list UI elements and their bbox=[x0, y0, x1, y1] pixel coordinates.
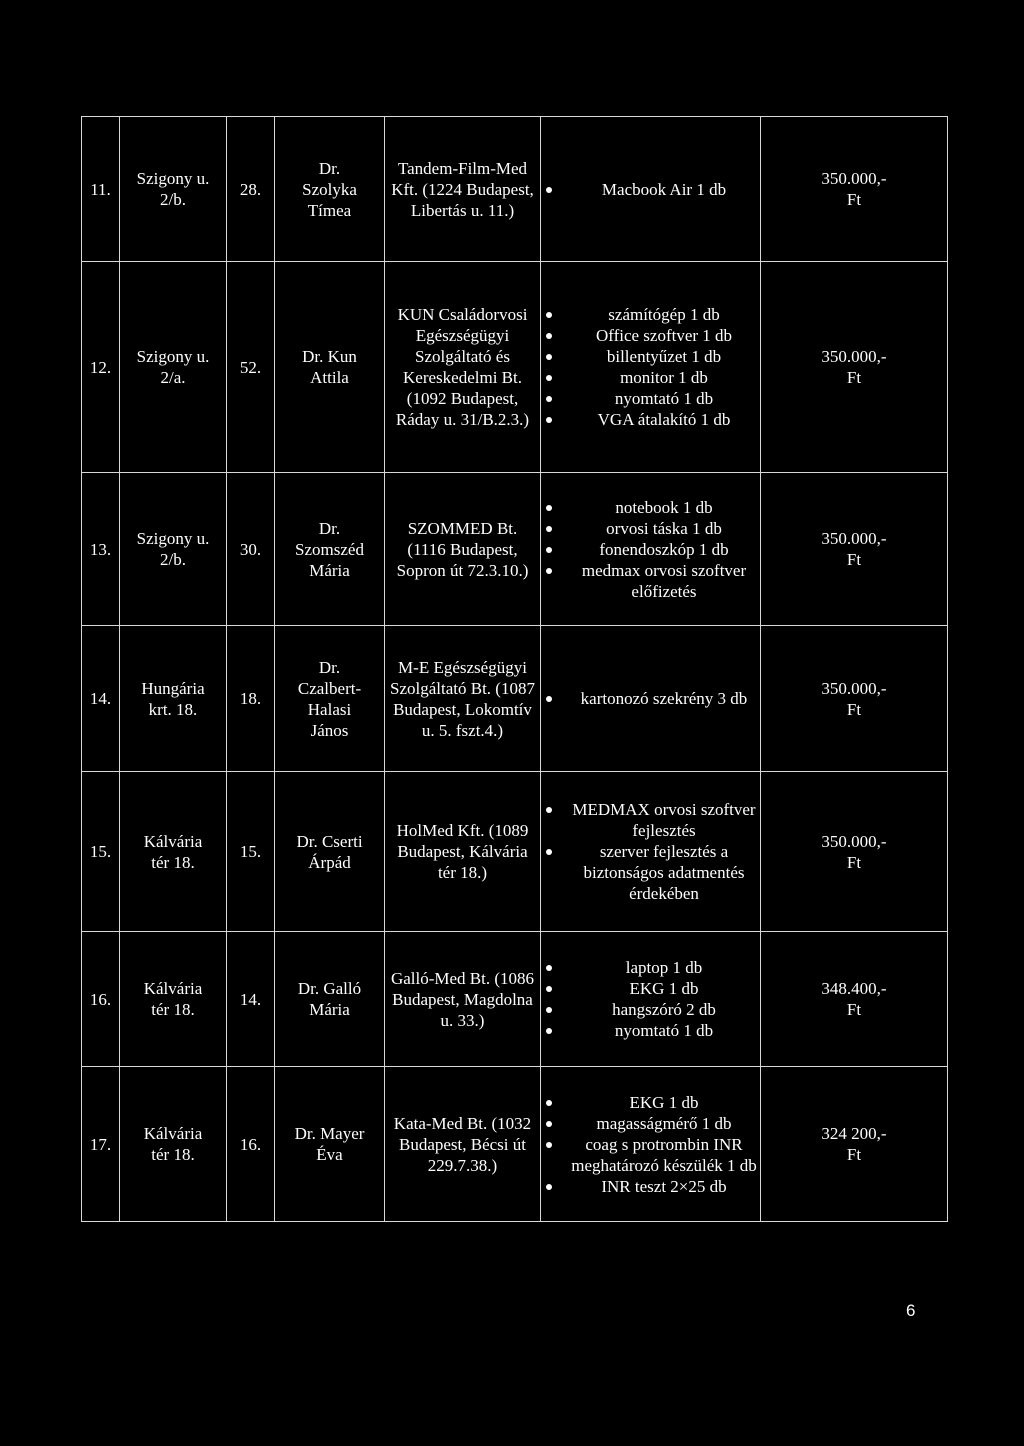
doctor-name-line: Dr. Kun bbox=[302, 347, 357, 366]
list-item: monitor 1 db bbox=[544, 367, 757, 388]
address-cell bbox=[120, 117, 227, 262]
table-row bbox=[82, 1067, 948, 1222]
items-cell bbox=[541, 1067, 761, 1222]
list-item: INR teszt 2×25 db bbox=[544, 1176, 757, 1197]
company-cell-line: M-E Egészségügyi bbox=[398, 657, 527, 677]
list-item: nyomtató 1 db bbox=[544, 1020, 757, 1041]
company-cell-line: HolMed Kft. (1089 bbox=[396, 821, 529, 840]
address-cell-line: 2/b. bbox=[160, 550, 186, 569]
items-cell bbox=[541, 117, 761, 262]
address-cell bbox=[120, 932, 227, 1067]
items-cell bbox=[541, 932, 761, 1067]
list-item: VGA átalakító 1 db bbox=[544, 409, 757, 430]
company-cell-line: Kereskedelmi Bt. bbox=[403, 368, 522, 387]
company-cell-line: Budapest, Magdolna bbox=[392, 989, 533, 1009]
company-cell-line: u. 33.) bbox=[440, 1010, 485, 1030]
list-item: medmax orvosi szoftver előfizetés bbox=[544, 560, 757, 602]
list-item: fonendoszkóp 1 db bbox=[544, 539, 757, 560]
list-item: hangszóró 2 db bbox=[544, 999, 757, 1020]
list-item: notebook 1 db bbox=[544, 497, 757, 518]
company-cell-line: Libertás u. 11.) bbox=[410, 200, 515, 220]
item-list bbox=[544, 1092, 757, 1197]
doctor-name bbox=[275, 117, 385, 262]
doctor-name bbox=[275, 772, 385, 932]
doctor-name-line: Éva bbox=[316, 1145, 343, 1164]
doctor-name-line: Dr. Galló bbox=[297, 979, 362, 998]
address-cell bbox=[120, 262, 227, 473]
company-cell-line: KUN Családorvosi bbox=[397, 305, 528, 324]
list-item: szerver fejlesztés a biztonságos adatmentés érdekében bbox=[544, 841, 757, 904]
list-item: Office szoftver 1 db bbox=[544, 325, 757, 346]
doctor-name-line: Czalbert- bbox=[297, 678, 362, 698]
company-cell-line: Tandem-Film-Med bbox=[397, 158, 528, 178]
company-cell-line: Sopron út 72.3.10.) bbox=[396, 560, 529, 580]
district-number: 18. bbox=[227, 626, 275, 772]
company-cell-line: Galló-Med Bt. (1086 bbox=[390, 968, 535, 988]
table-row bbox=[82, 932, 948, 1067]
address-cell bbox=[120, 772, 227, 932]
company-cell bbox=[385, 262, 541, 473]
list-item: MEDMAX orvosi szoftver fejlesztés bbox=[544, 799, 757, 841]
list-item: kartonozó szekrény 3 db bbox=[544, 688, 757, 709]
company-cell bbox=[385, 473, 541, 626]
amount-cell-line: Ft bbox=[846, 1000, 862, 1019]
district-number: 15. bbox=[227, 772, 275, 932]
table-body bbox=[82, 117, 948, 1222]
amount-cell-line: Ft bbox=[846, 368, 862, 387]
list-item: EKG 1 db bbox=[544, 978, 757, 999]
company-cell-line: Budapest, Bécsi út bbox=[398, 1134, 526, 1154]
company-cell bbox=[385, 772, 541, 932]
amount-cell-line: 324 200,- bbox=[821, 1124, 887, 1143]
list-item: Macbook Air 1 db bbox=[544, 179, 757, 200]
address-cell-line: Kálvária bbox=[143, 1124, 203, 1143]
district-number: 28. bbox=[227, 117, 275, 262]
address-cell-line: Hungária bbox=[141, 678, 205, 698]
list-item: nyomtató 1 db bbox=[544, 388, 757, 409]
company-cell-line: (1092 Budapest, bbox=[406, 389, 519, 408]
item-list bbox=[544, 957, 757, 1041]
item-list bbox=[544, 497, 757, 602]
doctor-name-line: Tímea bbox=[307, 200, 352, 220]
item-list bbox=[544, 179, 757, 200]
company-cell-line: Szolgáltató és bbox=[415, 347, 510, 366]
row-number: 12. bbox=[82, 262, 120, 473]
list-item: számítógép 1 db bbox=[544, 304, 757, 325]
item-list bbox=[544, 688, 757, 709]
company-cell bbox=[385, 626, 541, 772]
amount-cell-line: 350.000,- bbox=[821, 831, 887, 851]
doctor-name-line: Attila bbox=[310, 368, 349, 387]
list-item: magasságmérő 1 db bbox=[544, 1113, 757, 1134]
address-cell-line: Szigony u. bbox=[136, 169, 210, 188]
amount-cell bbox=[761, 473, 948, 626]
row-number: 14. bbox=[82, 626, 120, 772]
item-list bbox=[544, 799, 757, 904]
list-item: coag s protrombin INR meghatározó készülék 1 db bbox=[544, 1134, 757, 1176]
items-cell bbox=[541, 626, 761, 772]
address-cell-line: Kálvária bbox=[143, 831, 203, 851]
amount-cell bbox=[761, 772, 948, 932]
items-cell bbox=[541, 772, 761, 932]
list-item: EKG 1 db bbox=[544, 1092, 757, 1113]
address-cell-line: Szigony u. bbox=[136, 347, 210, 366]
company-cell bbox=[385, 1067, 541, 1222]
company-cell-line: Budapest, Lokomtív bbox=[393, 699, 532, 719]
amount-cell-line: Ft bbox=[846, 699, 862, 719]
company-cell-line: Szolgáltató Bt. (1087 bbox=[390, 678, 535, 698]
doctor-name-line: Mária bbox=[309, 560, 350, 580]
company-cell-line: Budapest, Kálvária bbox=[397, 842, 528, 861]
table-row bbox=[82, 262, 948, 473]
district-number: 52. bbox=[227, 262, 275, 473]
table-row bbox=[82, 117, 948, 262]
doctor-name-line: Szolyka bbox=[302, 179, 357, 199]
row-number: 16. bbox=[82, 932, 120, 1067]
company-cell-line: SZOMMED Bt. bbox=[407, 518, 518, 538]
company-cell bbox=[385, 117, 541, 262]
company-cell-line: u. 5. fszt.4.) bbox=[421, 720, 504, 740]
address-cell bbox=[120, 473, 227, 626]
doctor-name-line: Dr. bbox=[318, 158, 341, 178]
amount-cell-line: Ft bbox=[846, 550, 862, 569]
address-cell-line: tér 18. bbox=[151, 1000, 195, 1019]
amount-cell-line: Ft bbox=[846, 190, 862, 209]
amount-cell-line: 350.000,- bbox=[821, 678, 887, 698]
items-cell bbox=[541, 473, 761, 626]
row-number: 15. bbox=[82, 772, 120, 932]
amount-cell bbox=[761, 626, 948, 772]
amount-cell-line: 348.400,- bbox=[821, 979, 887, 998]
district-number: 14. bbox=[227, 932, 275, 1067]
items-cell bbox=[541, 262, 761, 473]
company-cell-line: Egészségügyi bbox=[415, 326, 510, 345]
address-cell-line: tér 18. bbox=[151, 1145, 195, 1164]
doctor-name bbox=[275, 626, 385, 772]
company-cell-line: Kata-Med Bt. (1032 bbox=[393, 1113, 532, 1133]
company-cell-line: tér 18.) bbox=[437, 863, 488, 882]
amount-cell-line: Ft bbox=[846, 852, 862, 872]
doctor-name-line: Mária bbox=[309, 1000, 350, 1019]
doctor-name bbox=[275, 262, 385, 473]
address-cell-line: krt. 18. bbox=[148, 699, 198, 719]
address-cell-line: 2/b. bbox=[160, 190, 186, 209]
grant-table bbox=[81, 116, 948, 1222]
table-row bbox=[82, 473, 948, 626]
amount-cell bbox=[761, 262, 948, 473]
page-number: 6 bbox=[906, 1301, 916, 1320]
doctor-name bbox=[275, 1067, 385, 1222]
doctor-name-line: Dr. Mayer bbox=[294, 1124, 365, 1143]
doctor-name-line: Dr. Cserti bbox=[296, 831, 363, 851]
doctor-name-line: Dr. bbox=[318, 518, 341, 538]
doctor-name-line: Árpád bbox=[308, 852, 351, 872]
doctor-name bbox=[275, 473, 385, 626]
table-row bbox=[82, 626, 948, 772]
row-number: 17. bbox=[82, 1067, 120, 1222]
address-cell-line: tér 18. bbox=[151, 852, 195, 872]
list-item: billentyűzet 1 db bbox=[544, 346, 757, 367]
address-cell-line: Kálvária bbox=[143, 979, 203, 998]
district-number: 16. bbox=[227, 1067, 275, 1222]
table-row bbox=[82, 772, 948, 932]
address-cell-line: Szigony u. bbox=[136, 529, 210, 548]
company-cell-line: Kft. (1224 Budapest, bbox=[391, 179, 534, 199]
doctor-name-line: Szomszéd bbox=[295, 539, 364, 559]
amount-cell-line: 350.000,- bbox=[821, 529, 887, 548]
amount-cell bbox=[761, 1067, 948, 1222]
row-number: 13. bbox=[82, 473, 120, 626]
doctor-name bbox=[275, 932, 385, 1067]
amount-cell-line: Ft bbox=[846, 1145, 862, 1164]
list-item: laptop 1 db bbox=[544, 957, 757, 978]
address-cell-line: 2/a. bbox=[160, 368, 186, 387]
item-list bbox=[544, 304, 757, 430]
doctor-name-line: Dr. bbox=[318, 657, 341, 677]
doctor-name-line: János bbox=[310, 720, 349, 740]
doctor-name-line: Halasi bbox=[307, 699, 352, 719]
address-cell bbox=[120, 1067, 227, 1222]
list-item: orvosi táska 1 db bbox=[544, 518, 757, 539]
row-number: 11. bbox=[82, 117, 120, 262]
company-cell bbox=[385, 932, 541, 1067]
amount-cell bbox=[761, 932, 948, 1067]
amount-cell-line: 350.000,- bbox=[821, 169, 887, 188]
amount-cell-line: 350.000,- bbox=[821, 347, 887, 366]
company-cell-line: 229.7.38.) bbox=[427, 1155, 498, 1175]
company-cell-line: (1116 Budapest, bbox=[407, 539, 518, 559]
amount-cell bbox=[761, 117, 948, 262]
company-cell-line: Ráday u. 31/B.2.3.) bbox=[395, 410, 530, 429]
district-number: 30. bbox=[227, 473, 275, 626]
address-cell bbox=[120, 626, 227, 772]
